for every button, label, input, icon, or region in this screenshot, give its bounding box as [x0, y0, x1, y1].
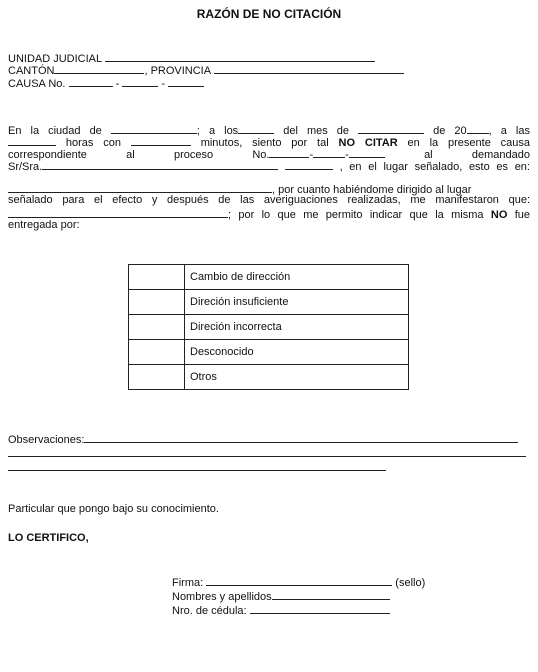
body-text: señalado para el efecto y después de las averiguaciones realizadas, me manifestaron que: — [8, 194, 530, 206]
body-line-7 — [8, 207, 530, 221]
causa-field-2[interactable] — [122, 76, 158, 87]
lugar-field[interactable] — [8, 182, 272, 193]
body-text: , en el lugar señalado, esto es en: — [339, 161, 530, 173]
unidad-judicial-label: UNIDAD JUDICIAL — [8, 53, 102, 65]
option-label: Direción insuficiente — [185, 290, 409, 315]
canton-field[interactable] — [54, 63, 144, 74]
causa-field-3[interactable] — [168, 76, 204, 87]
option-label: Direción incorrecta — [185, 315, 409, 340]
demandado-field[interactable] — [42, 159, 278, 170]
body-text: del mes de — [283, 125, 350, 137]
option-row — [129, 365, 409, 390]
manifestaron-field[interactable] — [8, 207, 228, 218]
body-text: horas con — [65, 137, 121, 149]
demandado-field-2[interactable] — [285, 159, 333, 170]
proceso-field-3[interactable] — [349, 147, 385, 158]
option-checkbox[interactable] — [129, 265, 185, 290]
no-bold: NO — [490, 209, 508, 221]
body-line-6 — [8, 194, 530, 206]
sello-label: (sello) — [395, 577, 426, 589]
body-line-8 — [8, 219, 80, 231]
body-text: No. — [252, 149, 270, 161]
no-citar-bold: NO CITAR — [338, 137, 398, 149]
nombres-label: Nombres y apellidos — [172, 591, 272, 603]
provincia-field[interactable] — [214, 63, 404, 74]
causa-label: CAUSA No. — [8, 78, 66, 90]
cedula-row — [172, 603, 390, 617]
canton-label: CANTÓN — [8, 65, 55, 77]
body-text: , por cuanto habiéndome dirigido al lugar — [272, 184, 472, 196]
proceso-field-1[interactable] — [269, 147, 309, 158]
document-title: RAZÓN DE NO CITACIÓN — [196, 7, 342, 21]
body-text: en la presente causa — [407, 137, 531, 149]
option-label: Cambio de dirección — [185, 265, 409, 290]
nombres-field[interactable] — [272, 589, 390, 600]
proceso-dash: - — [345, 149, 349, 161]
causa-row — [8, 76, 204, 90]
certifico-text: LO CERTIFICO, — [8, 532, 89, 544]
body-text: ; por lo que me permito indicar que la misma — [228, 209, 484, 221]
dia-field[interactable] — [238, 123, 274, 134]
option-row — [129, 315, 409, 340]
option-row — [129, 290, 409, 315]
option-checkbox[interactable] — [129, 340, 185, 365]
body-text: entregada por: — [8, 219, 80, 231]
nombres-row — [172, 589, 390, 603]
firma-field[interactable] — [206, 575, 392, 586]
cedula-label: Nro. de cédula: — [172, 605, 247, 617]
observaciones-line-2[interactable] — [8, 456, 526, 457]
body-text: ; a los — [196, 125, 239, 137]
body-text: al — [126, 149, 135, 161]
delivery-options-table — [128, 264, 409, 390]
causa-field-1[interactable] — [69, 76, 113, 87]
observaciones-label: Observaciones: — [8, 434, 85, 446]
option-checkbox[interactable] — [129, 290, 185, 315]
option-row — [129, 340, 409, 365]
body-text: Sr/Sra. — [8, 161, 43, 173]
option-label: Desconocido — [185, 340, 409, 365]
body-text: al — [424, 149, 433, 161]
body-text: minutos, siento por tal — [200, 137, 329, 149]
unidad-judicial-field[interactable] — [105, 51, 375, 62]
minutos-field[interactable] — [131, 135, 191, 146]
body-text: , a las — [488, 125, 530, 137]
mes-field[interactable] — [358, 123, 424, 134]
cedula-field[interactable] — [250, 603, 390, 614]
causa-dash-1: - — [115, 78, 120, 90]
option-checkbox[interactable] — [129, 315, 185, 340]
body-text: de 20 — [433, 125, 467, 137]
ciudad-field[interactable] — [111, 123, 197, 134]
horas-field[interactable] — [8, 135, 56, 146]
option-checkbox[interactable] — [129, 365, 185, 390]
body-text: proceso — [173, 149, 214, 161]
causa-dash-2: - — [161, 78, 166, 90]
observaciones-field[interactable] — [84, 432, 518, 443]
body-text: correspondiente — [8, 149, 87, 161]
observaciones-row — [8, 432, 518, 446]
firma-row — [172, 575, 425, 589]
anio-field[interactable] — [467, 123, 489, 134]
body-line-4 — [8, 159, 530, 173]
body-text: demandado — [471, 149, 530, 161]
option-label: Otros — [185, 365, 409, 390]
proceso-dash: - — [309, 149, 314, 161]
observaciones-line-3[interactable] — [8, 470, 386, 471]
canton-row — [8, 63, 404, 77]
option-row — [129, 265, 409, 290]
body-text: En la ciudad de — [8, 125, 102, 137]
body-text: fue — [514, 209, 531, 221]
particular-text: Particular que pongo bajo su conocimiento. — [8, 503, 219, 515]
proceso-field-2[interactable] — [313, 147, 345, 158]
provincia-label: , PROVINCIA — [144, 65, 211, 77]
firma-label: Firma: — [172, 577, 204, 589]
